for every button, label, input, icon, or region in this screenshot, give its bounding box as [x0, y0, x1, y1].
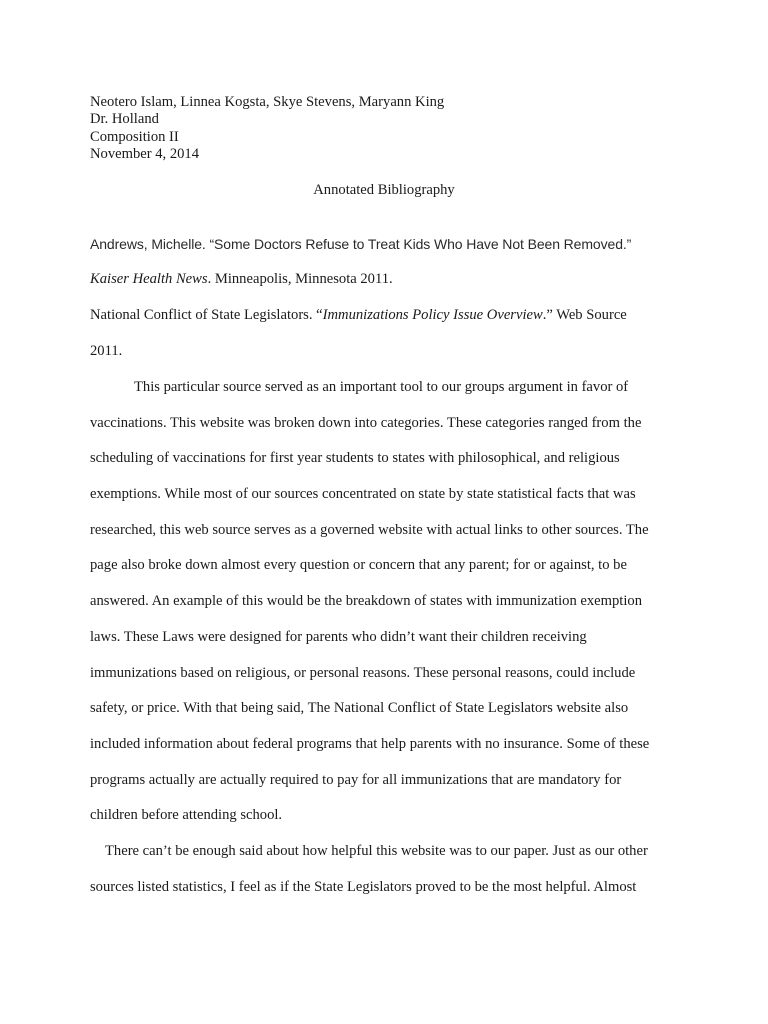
paragraph-1-line: vaccinations. This website was broken down into categories. These categories ranged from the	[90, 415, 642, 431]
citation-1-location: . Minneapolis, Minnesota 2011.	[207, 271, 393, 287]
paragraph-1-line: researched, this web source serves as a governed website with actual links to other sources. The	[90, 522, 649, 538]
paragraph-1-line: children before attending school.	[90, 807, 283, 823]
citation-2-title: Immunizations Policy Issue Overview	[322, 307, 543, 323]
paragraph-1-line: included information about federal programs that help parents with no insurance. Some of these	[90, 736, 650, 752]
citation-1-publication: Kaiser Health News	[90, 271, 208, 287]
paragraph-1-line: exemptions. While most of our sources concentrated on state by state statistical facts that was	[90, 486, 636, 502]
instructor-name: Dr. Holland	[90, 111, 159, 127]
citation-1-line-1	[90, 236, 631, 253]
citation-2-line-1	[90, 307, 627, 324]
paragraph-1-line: laws. These Laws were designed for parents who didn’t want their children receiving	[90, 629, 587, 645]
paragraph-1-line: answered. An example of this would be the breakdown of states with immunization exemption	[90, 593, 643, 609]
paragraph-1-line: page also broke down almost every question or concern that any parent; for or against, to be	[90, 557, 627, 573]
document-date: November 4, 2014	[90, 146, 200, 162]
author-names: Neotero Islam, Linnea Kogsta, Skye Stevens, Maryann King	[90, 94, 445, 110]
paragraph-2-line: There can’t be enough said about how helpful this website was to our paper. Just as our other	[105, 843, 648, 859]
citation-2-year: 2011.	[90, 343, 123, 359]
paragraph-1-line: scheduling of vaccinations for first year students to states with philosophical, and religious	[90, 450, 620, 466]
paragraph-1-line: immunizations based on religious, or personal reasons. These personal reasons, could include	[90, 665, 636, 681]
citation-1-title: “Some Doctors Refuse to Treat Kids Who Have Not Been Removed.”	[209, 236, 632, 252]
citation-2-author: National Conflict of State Legislators. “	[90, 307, 323, 323]
paragraph-2-line: sources listed statistics, I feel as if the State Legislators proved to be the most helpful. Almost	[90, 879, 637, 895]
course-name: Composition II	[90, 129, 179, 145]
page-title: Annotated Bibliography	[313, 182, 455, 198]
paragraph-1-line: programs actually are actually required to pay for all immunizations that are mandatory for	[90, 772, 622, 788]
citation-1-author: Andrews, Michelle.	[90, 236, 210, 252]
paragraph-1-line: This particular source served as an important tool to our groups argument in favor of	[134, 379, 629, 395]
paragraph-1-line: safety, or price. With that being said, The National Conflict of State Legislators website also	[90, 700, 629, 716]
citation-2-source: .” Web Source	[542, 307, 627, 323]
citation-1-line-2	[90, 271, 393, 288]
